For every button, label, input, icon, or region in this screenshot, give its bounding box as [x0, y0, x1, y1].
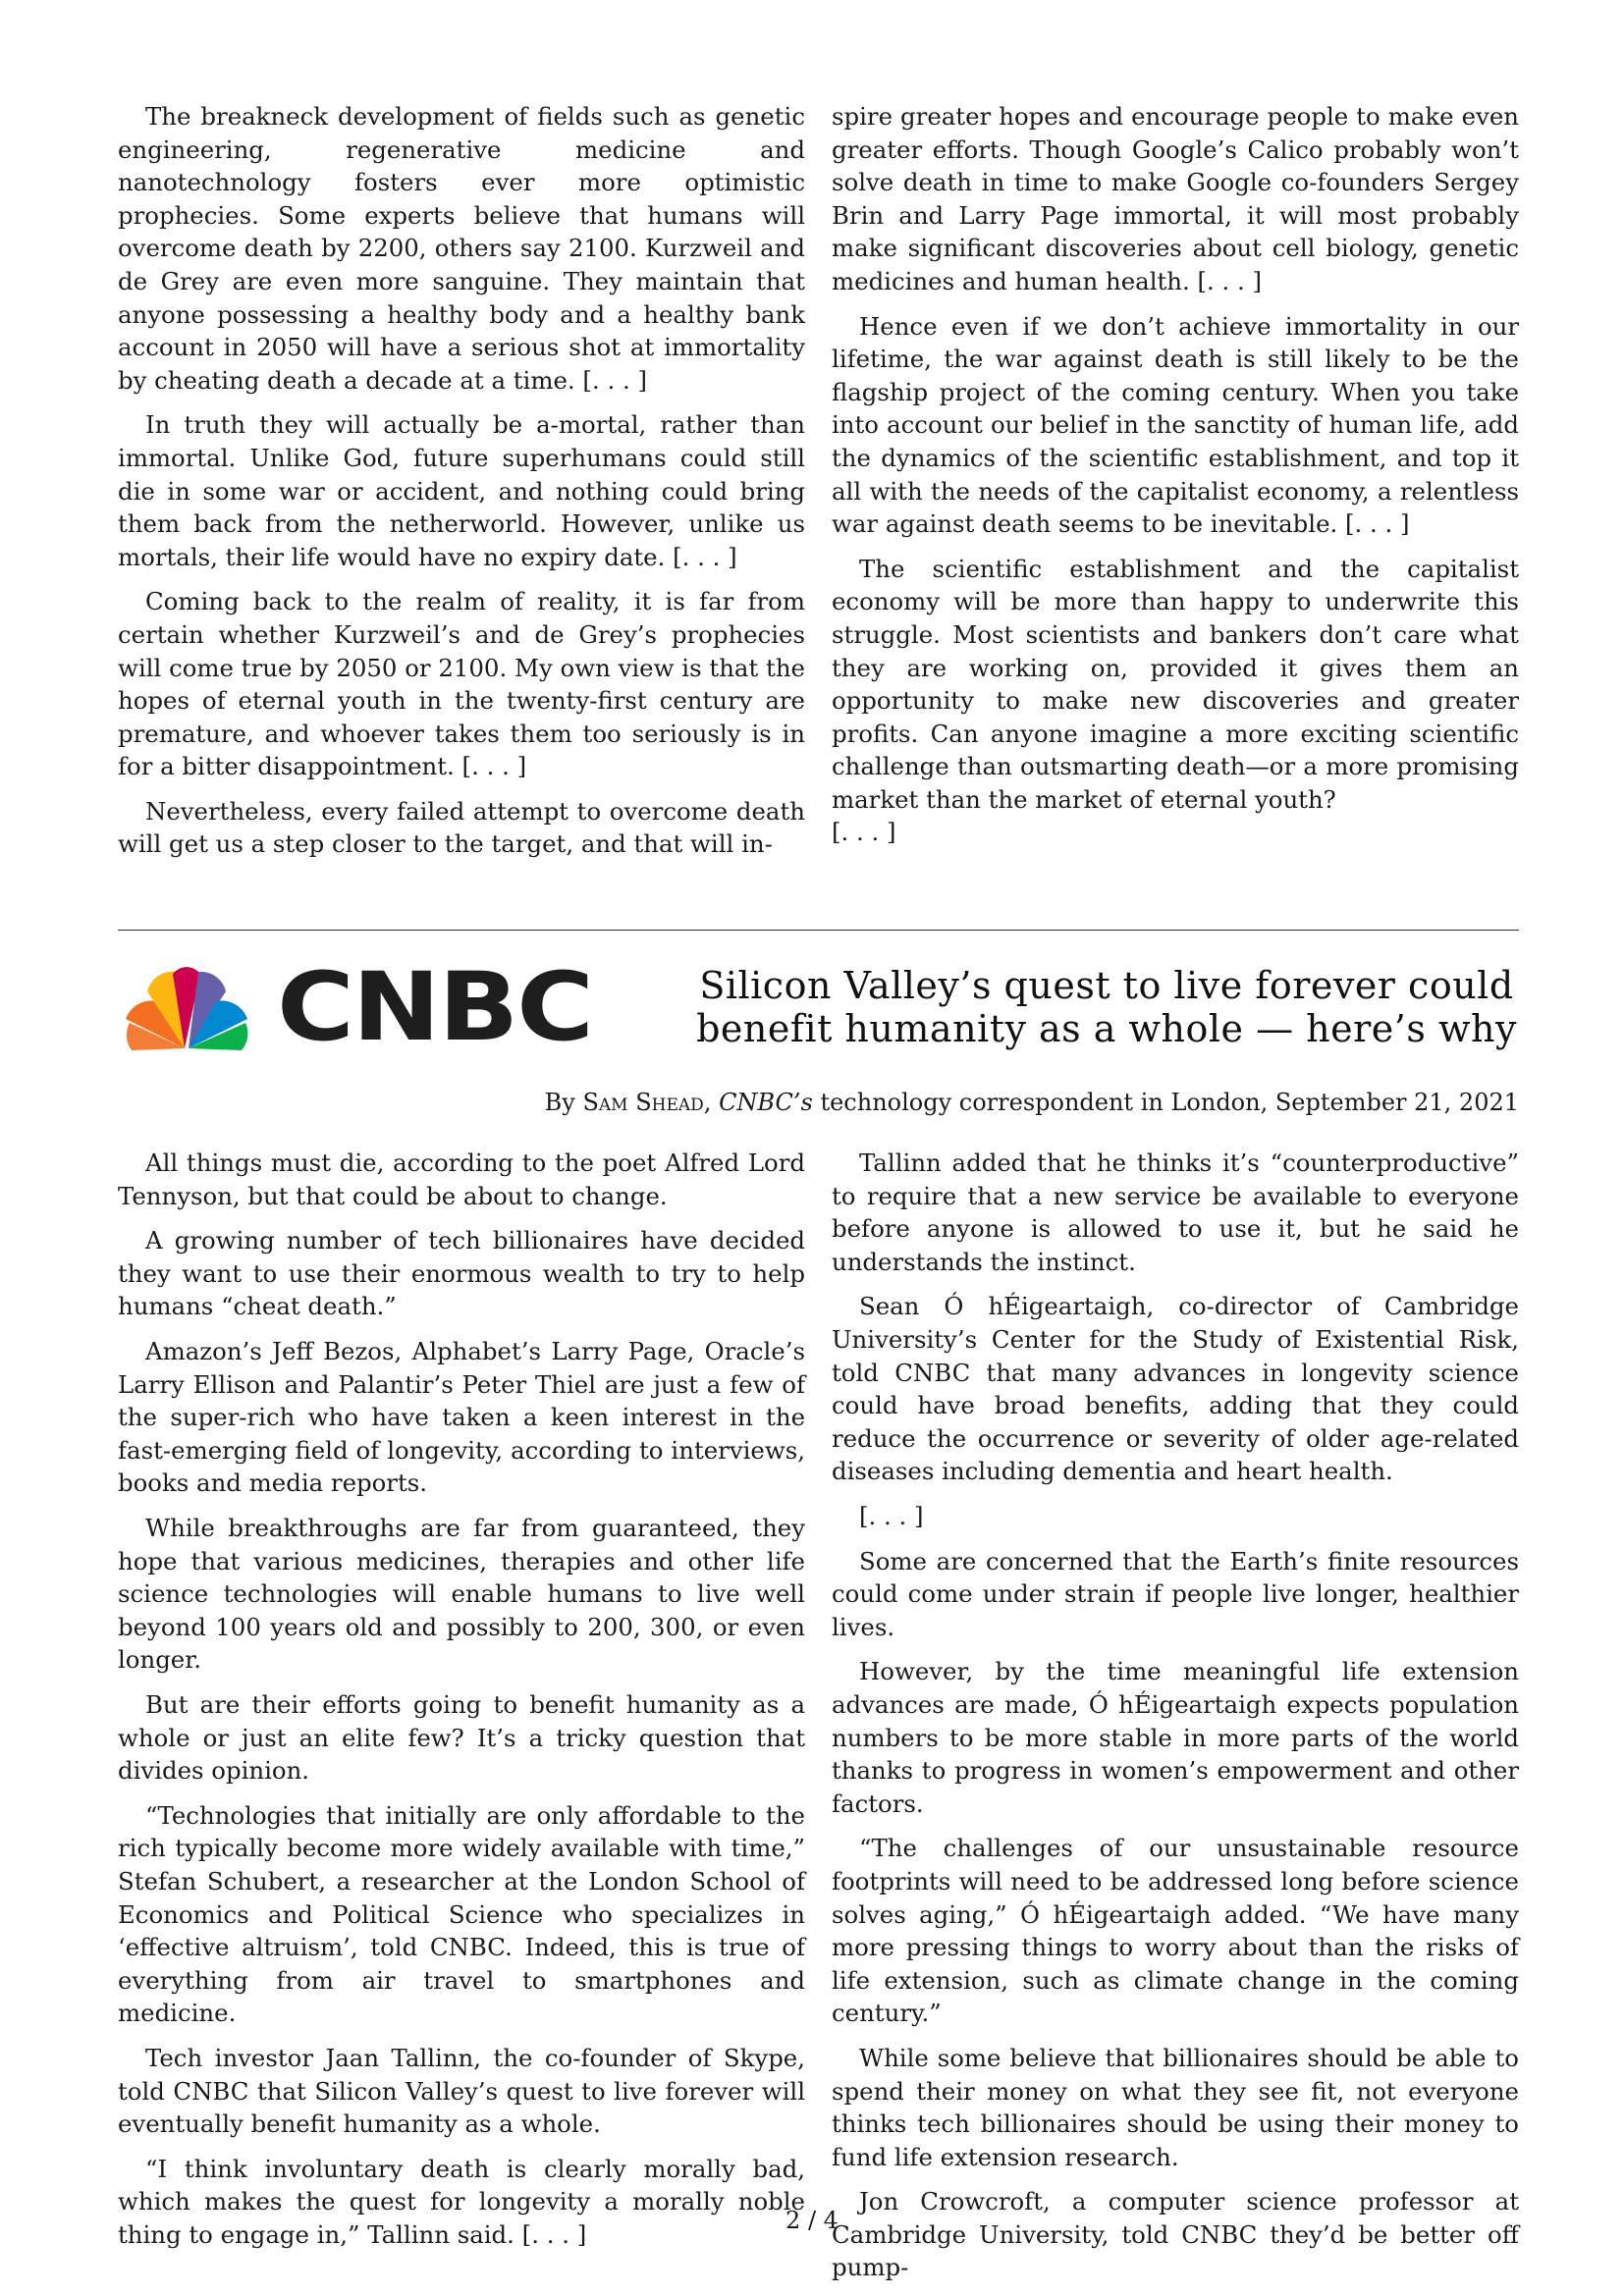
paragraph: While some believe that billionaires should be able to spend their money on what they see fit, not everyone thinks tech billionaires should be using their money to fund life extension research.: [832, 2043, 1519, 2171]
article-right-column: [832, 1147, 1519, 2296]
paragraph: Nevertheless, every failed attempt to overcome death will get us a step closer to the target, and that will in-: [118, 796, 805, 859]
page-number: 2 / 4: [785, 2207, 839, 2234]
paragraph: While breakthroughs are far from guaranteed, they hope that various medicines, therapies and other life science technologies will enable humans to live well beyond 100 years old and possibly to 200, 300, or even longer.: [118, 1514, 805, 1675]
paragraph: Some are concerned that the Earth’s finite resources could come under strain if people live longer, healthier lives.: [832, 1546, 1519, 1641]
byline-author: Sam Shead: [582, 1089, 704, 1117]
article-columns: [118, 1147, 1519, 2296]
paragraph: Jon Crowcroft, a computer science professor at Cambridge University, told CNBC they’d be better off pump-: [832, 2187, 1519, 2282]
paragraph: The scientific establishment and the capitalist economy will be more than happy to underwrite this struggle. Most scientists and bankers don’t care what they are working on, provided it gives them an opportunity to make new discoveries and greater profits. Can anyone imagine a more exciting scientific challenge than outsmarting death—or a more promising market than the market of eternal youth?: [832, 554, 1519, 814]
paragraph: But are their efforts going to benefit humanity as a whole or just an elite few? It’s a tricky question that divides opinion.: [118, 1689, 805, 1786]
paragraph: “The challenges of our unsustainable resource footprints will need to be addressed long before science solves aging,” Ó hÉigeartaigh added. “We have many more pressing things to worry about than the risks of life extension, such as climate change in the coming century.”: [832, 1834, 1519, 2028]
paragraph: However, by the time meaningful life extension advances are made, Ó hÉigeartaigh expects population numbers to be more stable in more parts of the world thanks to progress in women’s empowerment and other factors.: [832, 1657, 1519, 1818]
paragraph: Sean Ó hÉigeartaigh, co-director of Cambridge University’s Center for the Study of Existential Risk, told CNBC that many advances in longevity science could have broad benefits, adding that they could reduce the occurrence or severity of older age-related diseases including dementia and heart health.: [832, 1292, 1519, 1486]
byline-prefix: By: [544, 1089, 583, 1117]
excerpt-right-column: [832, 100, 1519, 873]
ellipsis: [. . . ]: [859, 1502, 924, 1530]
article-headline: [694, 964, 1519, 1050]
paragraph: Hence even if we don’t achieve immortality in our lifetime, the war against death is still likely to be the flagship project of the coming century. When you take into account our belief in the sanctity of human life, add the dynamics of the scientific establishment, and top it all with the needs of the capitalist economy, a relentless war against death seems to be inevitable. [. . . ]: [832, 311, 1519, 539]
paragraph: A growing number of tech billionaires have decided they want to use their enormous wealth to try to help humans “cheat death.”: [118, 1226, 805, 1321]
paragraph: “I think involuntary death is clearly morally bad, which makes the quest for longevity a morally noble thing to engage in,” Tallinn said. [. . . ]: [118, 2154, 805, 2249]
byline-outlet: CNBC’s: [719, 1089, 813, 1117]
cnbc-logo: [118, 952, 592, 1063]
byline-suffix: technology correspondent in London, September 21, 2021: [812, 1089, 1519, 1117]
paragraph: “Technologies that initially are only affordable to the rich typically become more widely available with time,” Stefan Schubert, a researcher at the London School of Economics and Political Science who specializes in ‘effective altruism’, told CNBC. Indeed, this is true of everything from air travel to smartphones and medicine.: [118, 1800, 805, 2028]
paragraph: In truth they will actually be a-mortal, rather than immortal. Unlike God, future superhumans could still die in some war or accident, and nothing could bring them back from the netherworld. However, unlike us mortals, their life would have no expiry date. [. . . ]: [118, 410, 805, 571]
logo-wordmark: CNBC: [277, 952, 592, 1063]
paragraph: Tech investor Jaan Tallinn, the co-founder of Skype, told CNBC that Silicon Valley’s quest to live forever will eventually benefit humanity as a whole.: [118, 2043, 805, 2139]
paragraph: Coming back to the realm of reality, it is far from certain whether Kurzweil’s and de Grey’s prophecies will come true by 2050 or 2100. My own view is that the hopes of eternal youth in the twenty-first century are premature, and whoever takes them too seriously is in for a bitter disappointment. [. . . ]: [118, 587, 805, 781]
byline-separator: ,: [703, 1089, 720, 1117]
byline: [118, 1088, 1519, 1117]
headline-line: Silicon Valley’s quest to live forever could: [699, 964, 1514, 1008]
paragraph: Tallinn added that he thinks it’s “counterproductive” to require that a new service be available to everyone before anyone is allowed to use it, but he said he understands the instinct.: [832, 1148, 1519, 1276]
section-divider: [118, 930, 1519, 931]
ellipsis: [. . . ]: [832, 818, 896, 847]
paragraph: spire greater hopes and encourage people to make even greater efforts. Though Google’s Calico probably won’t solve death in time to make Google co-founders Sergey Brin and Larry Page immortal, it will most probably make significant discoveries about cell biology, genetic medicines and human health. [. . . ]: [832, 102, 1519, 295]
document-page: [118, 100, 1519, 2296]
peacock-icon: [118, 962, 255, 1052]
paragraph: Amazon’s Jeff Bezos, Alphabet’s Larry Page, Oracle’s Larry Ellison and Palantir’s Peter Thiel are just a few of the super-rich who have taken a keen interest in the fast-emerging field of longevity, according to interviews, books and media reports.: [118, 1337, 805, 1498]
excerpt-left-column: [118, 100, 805, 873]
headline-line: benefit humanity as a whole — here’s why: [696, 1007, 1517, 1051]
article-left-column: [118, 1147, 805, 2296]
article-masthead: [118, 952, 1519, 1063]
paragraph: All things must die, according to the poet Alfred Lord Tennyson, but that could be about to change.: [118, 1148, 805, 1210]
paragraph: The breakneck development of fields such as genetic engineering, regenerative medicine and nanotechnology fosters ever more optimistic prophecies. Some experts believe that humans will overcome death by 2200, others say 2100. Kurzweil and de Grey are even more sanguine. They maintain that anyone possessing a healthy body and a healthy bank account in 2050 will have a serious shot at immortality by cheating death a decade at a time. [. . . ]: [118, 102, 805, 395]
excerpt-columns: [118, 100, 1519, 873]
